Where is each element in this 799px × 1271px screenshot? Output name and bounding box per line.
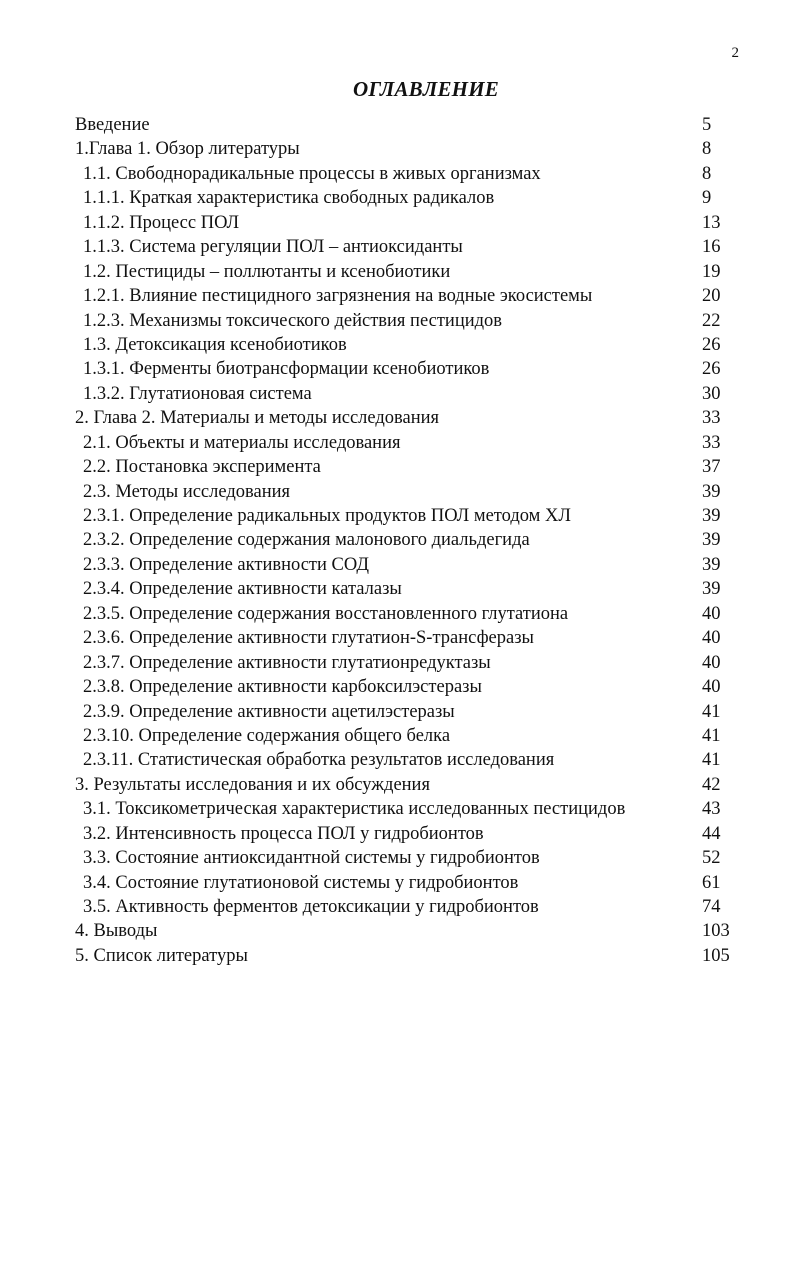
table-of-contents bbox=[75, 113, 735, 968]
toc-entry[interactable] bbox=[75, 822, 735, 846]
toc-entry[interactable] bbox=[75, 211, 735, 235]
toc-entry[interactable] bbox=[75, 602, 735, 626]
toc-entry-page: 39 bbox=[702, 506, 721, 526]
toc-entry[interactable] bbox=[75, 797, 735, 821]
toc-entry-page: 26 bbox=[702, 334, 721, 355]
toc-title: ОГЛАВЛЕНИЕ bbox=[353, 77, 499, 101]
toc-entry-label: 2.3.1. Определение радикальных продуктов ПОЛ методом ХЛ bbox=[83, 506, 571, 526]
toc-entry-page: 39 bbox=[702, 530, 721, 551]
toc-entry[interactable] bbox=[75, 455, 735, 479]
toc-entry-page: 22 bbox=[702, 310, 721, 331]
toc-entry-label: 2.3. Методы исследования bbox=[83, 481, 291, 502]
toc-entry-label: 2.3.4. Определение активности каталазы bbox=[83, 579, 402, 600]
toc-entry[interactable] bbox=[75, 406, 735, 430]
toc-entry-label: 1.1.1. Краткая характеристика свободных радикалов bbox=[83, 188, 495, 209]
toc-entry-page: 41 bbox=[702, 725, 721, 746]
toc-entry-page: 40 bbox=[702, 603, 721, 624]
toc-entry-label: 4. Выводы bbox=[75, 921, 158, 942]
toc-entry-page: 16 bbox=[702, 237, 721, 258]
toc-entry-label: 1.3.2. Глутатионовая система bbox=[83, 383, 312, 404]
toc-entry-label: 1.Глава 1. Обзор литературы bbox=[75, 139, 300, 160]
toc-entry-page: 52 bbox=[702, 848, 721, 869]
toc-entry[interactable] bbox=[75, 944, 735, 968]
toc-entry-page: 42 bbox=[702, 774, 721, 795]
toc-entry-page: 39 bbox=[702, 579, 721, 600]
toc-entry-label: 3.2. Интенсивность процесса ПОЛ у гидробионтов bbox=[83, 823, 484, 844]
toc-entry-page: 30 bbox=[702, 383, 721, 404]
toc-entry[interactable] bbox=[75, 871, 735, 895]
toc-entry-label: 2.3.5. Определение содержания восстановленного глутатиона bbox=[83, 603, 569, 624]
toc-entry[interactable] bbox=[75, 137, 735, 161]
toc-entry[interactable] bbox=[75, 675, 735, 699]
toc-entry-label: 5. Список литературы bbox=[75, 945, 248, 966]
toc-entry-page: 74 bbox=[702, 897, 721, 917]
toc-entry-label: 3.3. Состояние антиоксидантной системы у гидробионтов bbox=[83, 848, 540, 869]
toc-entry-page: 43 bbox=[702, 799, 721, 820]
toc-entry-page: 9 bbox=[702, 188, 712, 209]
toc-entry-label: 2.3.6. Определение активности глутатион-S-трансферазы bbox=[83, 628, 534, 649]
toc-entry[interactable] bbox=[75, 919, 735, 943]
toc-entry[interactable] bbox=[75, 113, 735, 137]
toc-entry-label: 1.3. Детоксикация ксенобиотиков bbox=[83, 334, 347, 355]
toc-entry[interactable] bbox=[75, 724, 735, 748]
toc-entry[interactable] bbox=[75, 773, 735, 797]
toc-entry-label: 2.3.3. Определение активности СОД bbox=[83, 554, 369, 575]
toc-entry[interactable] bbox=[75, 895, 735, 919]
toc-entry[interactable] bbox=[75, 748, 735, 772]
toc-entry-label: 1.1.2. Процесс ПОЛ bbox=[83, 212, 240, 233]
toc-entry-page: 8 bbox=[702, 163, 712, 184]
toc-entry-page: 33 bbox=[702, 432, 721, 453]
toc-entry[interactable] bbox=[75, 431, 735, 455]
toc-entry[interactable] bbox=[75, 700, 735, 724]
toc-entry-page: 20 bbox=[702, 286, 721, 307]
toc-entry[interactable] bbox=[75, 357, 735, 381]
toc-entry-label: 1.1. Свободнорадикальные процессы в живых организмах bbox=[83, 163, 541, 184]
toc-entry-label: 2.3.7. Определение активности глутатионредуктазы bbox=[83, 652, 491, 673]
toc-entry-label: 1.2.1. Влияние пестицидного загрязнения на водные экосистемы bbox=[83, 286, 593, 307]
toc-entry-label: 1.3.1. Ферменты биотрансформации ксенобиотиков bbox=[83, 359, 490, 380]
toc-entry[interactable] bbox=[75, 528, 735, 552]
toc-entry[interactable] bbox=[75, 260, 735, 284]
toc-entry-page: 37 bbox=[702, 457, 721, 478]
toc-entry-label: 2.3.9. Определение активности ацетилэстеразы bbox=[83, 701, 455, 722]
toc-entry-label: 3.1. Токсикометрическая характеристика исследованных пестицидов bbox=[83, 799, 626, 820]
toc-entry-label: 1.2.3. Механизмы токсического действия пестицидов bbox=[83, 310, 503, 331]
page-number: 2 bbox=[731, 45, 739, 61]
toc-entry-page: 40 bbox=[702, 652, 721, 673]
toc-entry-label: 2.3.11. Статистическая обработка результатов исследования bbox=[83, 750, 555, 771]
toc-entry-label: 1.1.3. Система регуляции ПОЛ – антиоксиданты bbox=[83, 237, 463, 258]
toc-entry-page: 41 bbox=[702, 750, 721, 771]
toc-entry-page: 40 bbox=[702, 628, 721, 649]
toc-entry-label: 2.1. Объекты и материалы исследования bbox=[83, 432, 401, 453]
toc-entry-label: 3. Результаты исследования и их обсуждения bbox=[75, 774, 430, 795]
toc-entry-page: 41 bbox=[702, 701, 721, 722]
toc-entry[interactable] bbox=[75, 846, 735, 870]
toc-entry[interactable] bbox=[75, 333, 735, 357]
toc-entry-page: 13 bbox=[702, 212, 721, 233]
toc-entry-label: Введение bbox=[75, 115, 150, 135]
toc-entry-page: 5 bbox=[702, 115, 712, 135]
toc-entry[interactable] bbox=[75, 186, 735, 210]
toc-entry[interactable] bbox=[75, 284, 735, 308]
toc-entry-label: 3.4. Состояние глутатионовой системы у гидробионтов bbox=[83, 872, 519, 893]
toc-entry-page: 39 bbox=[702, 554, 721, 575]
toc-entry-page: 105 bbox=[702, 945, 730, 966]
toc-entry-page: 44 bbox=[702, 823, 721, 844]
toc-entry-page: 19 bbox=[702, 261, 721, 282]
toc-entry[interactable] bbox=[75, 480, 735, 504]
toc-entry-page: 40 bbox=[702, 677, 721, 698]
toc-entry[interactable] bbox=[75, 309, 735, 333]
toc-entry-page: 8 bbox=[702, 139, 712, 160]
toc-entry-page: 61 bbox=[702, 872, 721, 893]
toc-entry-label: 2. Глава 2. Материалы и методы исследования bbox=[75, 408, 440, 429]
toc-entry-label: 3.5. Активность ферментов детоксикации у гидробионтов bbox=[83, 897, 539, 917]
toc-entry[interactable] bbox=[75, 651, 735, 675]
toc-entry-label: 2.3.8. Определение активности карбоксилэстеразы bbox=[83, 677, 482, 698]
toc-entry[interactable] bbox=[75, 626, 735, 650]
toc-entry-label: 1.2. Пестициды – поллютанты и ксенобиотики bbox=[83, 261, 451, 282]
toc-entry-label: 2.3.2. Определение содержания малонового диальдегида bbox=[83, 530, 530, 551]
toc-entry-label: 2.2. Постановка эксперимента bbox=[83, 457, 321, 478]
toc-entry-page: 103 bbox=[702, 921, 730, 942]
toc-entry-label: 2.3.10. Определение содержания общего белка bbox=[83, 725, 451, 746]
toc-entry[interactable] bbox=[75, 235, 735, 259]
toc-entry[interactable] bbox=[75, 504, 735, 528]
toc-entry[interactable] bbox=[75, 577, 735, 601]
toc-entry[interactable] bbox=[75, 382, 735, 406]
toc-entry-page: 33 bbox=[702, 408, 721, 429]
toc-entry-page: 26 bbox=[702, 359, 721, 380]
toc-entry[interactable] bbox=[75, 553, 735, 577]
toc-entry-page: 39 bbox=[702, 481, 721, 502]
toc-entry[interactable] bbox=[75, 162, 735, 186]
